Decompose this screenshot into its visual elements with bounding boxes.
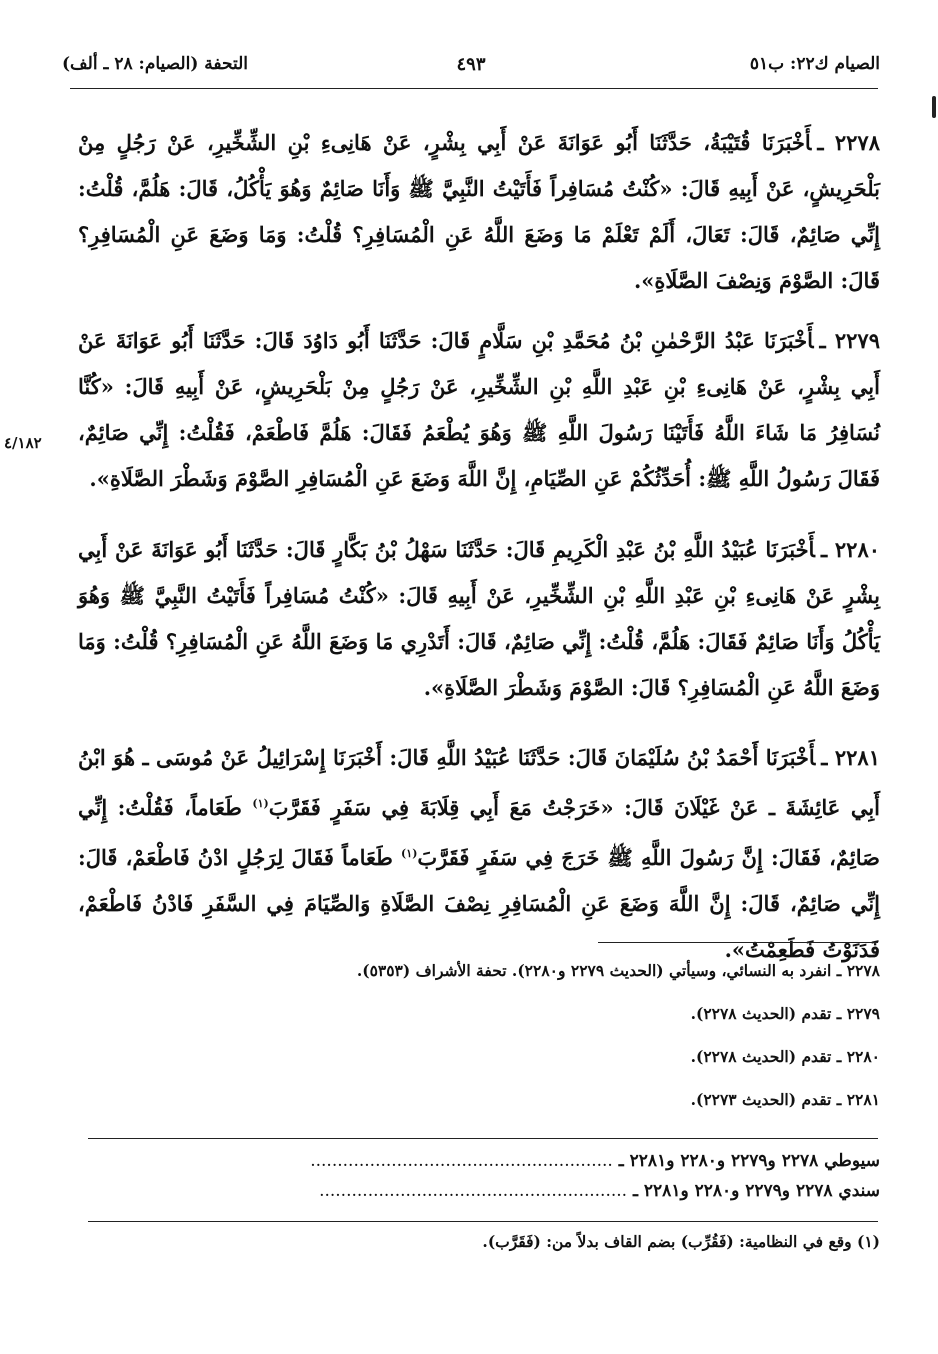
hadith-2280 xyxy=(78,527,880,711)
reference-2278: ٢٢٧٨ ـ انفرد به النسائي، وسيأتي (الحديث ٢٢٧٩ و٢٢٨٠). تحفة الأشراف (٥٣٥٣). xyxy=(356,961,880,980)
leader-dots: ......................................................... xyxy=(319,1181,628,1201)
reference-2281: ٢٢٨١ ـ تقدم (الحديث ٢٢٧٣). xyxy=(690,1090,880,1109)
footnote-marker: (١) xyxy=(252,797,269,810)
commentary-divider xyxy=(88,1138,878,1139)
footnote-marker: (١) xyxy=(401,847,418,860)
reference-2279: ٢٢٧٩ ـ تقدم (الحديث ٢٢٧٨). xyxy=(690,1004,880,1023)
hadith-2279 xyxy=(78,318,880,502)
hadith-2281 xyxy=(78,735,880,973)
header-divider xyxy=(70,88,878,89)
hadith-number: ٢٢٧٩ ـ xyxy=(819,328,880,353)
hadith-number: ٢٢٧٨ ـ xyxy=(817,130,880,155)
page-header xyxy=(62,54,880,84)
hadith-text: أَخْبَرَنَا عُبَيْدُ اللَّهِ بْنُ عَبْدِ الْكَرِيمِ قَالَ: حَدَّثَنَا سَهْلُ بْنُ بَكَّارٍ قَالَ: حَدَّثَنَا أَبُو عَوَانَةَ عَنْ أَبِي بِشْرٍ عَنْ هَانِىءِ بْنِ عَبْدِ اللَّهِ بْنِ الشِّخِّيرِ، عَنْ أَبِيهِ قَالَ: «كُنْتُ مُسَافِراً فَأَتَيْتُ النَّبِيَّ ﷺ وَهُوَ يَأْكُلُ وَأَنَا صَائِمٌ فَقَالَ: هَلُمَّ، قُلْتُ: إِنِّي صَائِمٌ، قَالَ: أَتَدْرِي مَا وَضَعَ اللَّهُ عَنِ الْمُسَافِرِ؟ قُلْتُ: وَمَا وَضَعَ اللَّهُ عَنِ الْمُسَافِرِ؟ قَالَ: الصَّوْمَ وَشَطْرَ الصَّلَاةِ». xyxy=(78,537,880,700)
hadith-text: أَخْبَرَنَا قُتَيْبَةُ، حَدَّثَنَا أَبُو عَوَانَةَ عَنْ أَبِي بِشْرٍ، عَنْ هَانِىءِ بْنِ الشِّخِّيرِ، عَنْ رَجُلٍ مِنْ بَلْحَرِيشٍ، عَنْ أَبِيهِ قَالَ: «كُنْتُ مُسَافِراً فَأَتَيْتُ النَّبِيَّ ﷺ وَأَنَا صَائِمٌ وَهُوَ يَأْكُلُ، قَالَ: هَلُمَّ، قُلْتُ: إِنِّي صَائِمٌ، قَالَ: تَعَالَ، أَلَمْ تَعْلَمْ مَا وَضَعَ اللَّهُ عَنِ الْمُسَافِرِ؟ قُلْتُ: وَمَا وَضَعَ عَنِ الْمُسَافِرِ؟ قَالَ: الصَّوْمَ وَنِصْفَ الصَّلَاةِ». xyxy=(78,130,880,293)
hadith-text-continued: طَعَاماً فَقَالَ لِرَجُلٍ ادْنُ فَاطْعَمْ، قَالَ: إِنِّي صَائِمٌ، قَالَ: إِنَّ اللَّهَ وَضَعَ عَنِ الْمُسَافِرِ نِصْفَ الصَّلَاةِ وَالصِّيَامَ فِي السَّفَرِ فَادْنُ فَاطْعَمْ، فَدَنَوْتُ فَطَعِمْتُ». xyxy=(78,845,880,962)
sindi-reference xyxy=(319,1181,880,1201)
page-number: ٤٩٣ xyxy=(456,54,486,75)
hadith-text: أَخْبَرَنَا عَبْدُ الرَّحْمٰنِ بْنُ مُحَمَّدِ بْنِ سَلَّامٍ قَالَ: حَدَّثَنَا أَبُو دَاوُدَ قَالَ: حَدَّثَنَا أَبُو عَوَانَةَ عَنْ أَبِي بِشْرٍ، عَنْ هَانِىءِ بْنِ عَبْدِ اللَّهِ بْنِ الشِّخِّيرِ، عَنْ رَجُلٍ مِنْ بَلْحَرِيشٍ، عَنْ أَبِيهِ قَالَ: «كُنَّا نُسَافِرُ مَا شَاءَ اللَّهُ فَأَتَيْنَا رَسُولَ اللَّهِ ﷺ وَهُوَ يُطْعَمُ فَقَالَ: هَلُمَّ فَاطْعَمْ، فَقُلْتُ: إِنِّي صَائِمٌ، فَقَالَ رَسُولُ اللَّهِ ﷺ: أُحَدِّثُكُمْ عَنِ الصِّيَامِ، إِنَّ اللَّهَ وَضَعَ عَنِ الْمُسَافِرِ الصَّوْمَ وَشَطْرَ الصَّلَاةِ». xyxy=(78,328,880,491)
suyuti-label: سيوطي ٢٢٧٨ و٢٢٧٩ و٢٢٨٠ و٢٢٨١ ـ xyxy=(618,1151,880,1171)
margin-volume-reference: ٤/١٨٢ xyxy=(4,434,42,452)
hadith-text: أَخْبَرَنَا أَحْمَدُ بْنُ سُلَيْمَانَ قَالَ: حَدَّثَنَا عُبَيْدُ اللَّهِ قَالَ: أَخْبَرَنَا إِسْرَائِيلُ عَنْ مُوسَى ـ هُوَ ابْنُ أَبِي عَائِشَةَ ـ عَنْ غَيْلَانَ قَالَ: «خَرَجْتُ مَعَ أَبِي قِلَابَةَ فِي سَفَرٍ فَقَرَّبَ xyxy=(78,745,881,820)
suyuti-reference xyxy=(310,1151,880,1171)
tuhfa-reference: التحفة (الصيام: ٢٨ ـ ألف) xyxy=(62,54,248,74)
footnote-divider xyxy=(88,1221,878,1222)
sindi-label: سندي ٢٢٧٨ و٢٢٧٩ و٢٢٨٠ و٢٢٨١ ـ xyxy=(633,1181,880,1201)
hadith-number: ٢٢٨١ ـ xyxy=(821,745,880,770)
footnote: (١) وقع في النظامية: (فَقُرِّب) بضم القاف بدلاً من: (فَقَرَّب). xyxy=(482,1232,880,1251)
scan-edge-mark xyxy=(932,96,936,118)
references-divider xyxy=(598,942,878,943)
reference-2280: ٢٢٨٠ ـ تقدم (الحديث ٢٢٧٨). xyxy=(690,1047,880,1066)
leader-dots: ........................................................ xyxy=(310,1151,613,1171)
chapter-reference: الصيام ك٢٢: ب٥١ xyxy=(749,54,880,74)
hadith-2278 xyxy=(78,120,880,304)
hadith-text-continued: طَعَاماً، فَقُلْتُ: إِنِّي صَائِمٌ، فَقَالَ: إِنَّ رَسُولَ اللَّهِ ﷺ خَرَجَ فِي سَفَرٍ فَقَرَّبَ xyxy=(78,795,880,870)
hadith-number: ٢٢٨٠ ـ xyxy=(820,537,881,562)
